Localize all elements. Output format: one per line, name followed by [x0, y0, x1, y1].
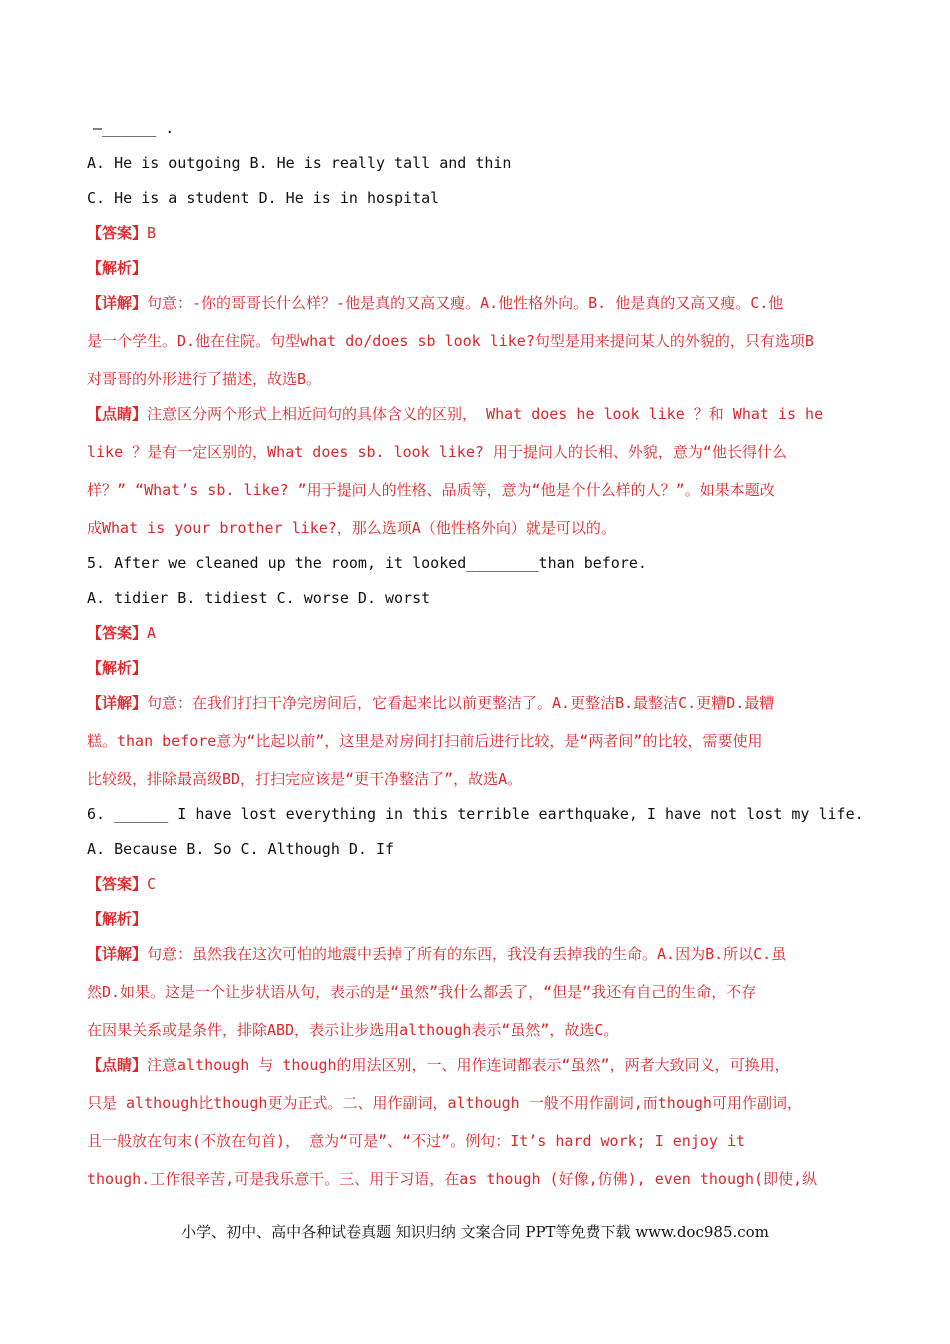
q5-analysis-heading: [87, 658, 877, 678]
q4-tip-line-4: 成What is your brother like?，那么选项A（他性格外向）就是可以的。: [87, 519, 616, 537]
q4-detail-line-2: 是一个学生。D.他在住院。句型what do/does sb look like?句型是用来提问某人的外貌的，只有选项B: [87, 332, 814, 350]
q4-analysis-heading: [87, 258, 877, 278]
q5-detail-line-3: 比较级，排除最高级BD，打扫完应该是“更干净整洁了”，故选A。: [87, 770, 523, 788]
detail-tag: 【详解】: [87, 694, 148, 712]
q4-options-ab: A. He is outgoing B. He is really tall and thin: [87, 154, 512, 172]
q6-answer: [87, 874, 877, 894]
q6-tip-line-1: [87, 1055, 877, 1075]
q4-tip-line-1: [87, 404, 877, 424]
answer-tag: 【答案】: [87, 224, 148, 242]
q5-detail-line-1: [87, 693, 877, 713]
q6-options: A. Because B. So C. Although D. If: [87, 840, 395, 858]
tip-tag: 【点睛】: [87, 405, 148, 423]
q6-analysis-heading: [87, 909, 877, 929]
q4-answer: [87, 223, 877, 243]
tip-text: 注意区分两个形式上相近问句的具体含义的区别， What does he look like ？和 What is he: [147, 405, 824, 423]
q5-detail-line-2: 糕。than before意为“比起以前”，这里是对房间打扫前后进行比较，是“两者间”的比较，需要使用: [87, 732, 763, 750]
detail-text: 句意：在我们打扫干净完房间后，它看起来比以前更整洁了。A.更整洁B.最整洁C.更糟D.最糟: [147, 694, 775, 712]
q5-answer: [87, 623, 877, 643]
q4-blank-line: —______ .: [93, 119, 175, 137]
q5-question: 5. After we cleaned up the room, it looked________than before.: [87, 554, 647, 572]
detail-text: 句意：-你的哥哥长什么样？-他是真的又高又瘦。A.他性格外向。B. 他是真的又高又瘦。C.他: [147, 294, 784, 312]
q6-question: 6. ______ I have lost everything in this terrible earthquake, I have not lost my life.: [87, 805, 864, 823]
answer-value: C: [147, 875, 157, 893]
page-footer: 小学、初中、高中各种试卷真题 知识归纳 文案合同 PPT等免费下载 www.doc985.com: [181, 1223, 769, 1241]
q6-tip-line-4: though.工作很辛苦,可是我乐意干。三、用于习语，在as though (好像,仿佛), even though(即使,纵: [87, 1170, 818, 1188]
detail-tag: 【详解】: [87, 945, 148, 963]
analysis-tag: 【解析】: [87, 910, 148, 928]
answer-value: A: [147, 624, 157, 642]
detail-tag: 【详解】: [87, 294, 148, 312]
q6-detail-line-2: 然D.如果。这是一个让步状语从句，表示的是“虽然”我什么都丢了，“但是”我还有自己的生命，不存: [87, 983, 757, 1001]
analysis-tag: 【解析】: [87, 659, 148, 677]
q4-detail-line-1: [87, 293, 877, 313]
q6-detail-line-3: 在因果关系或是条件，排除ABD，表示让步选用although表示“虽然”，故选C。: [87, 1021, 619, 1039]
tip-text: 注意although 与 though的用法区别，一、用作连词都表示“虽然”，两者大致同义，可换用，: [147, 1056, 790, 1074]
answer-value: B: [147, 224, 157, 242]
detail-text: 句意：虽然我在这次可怕的地震中丢掉了所有的东西，我没有丢掉我的生命。A.因为B.所以C.虽: [147, 945, 787, 963]
answer-tag: 【答案】: [87, 624, 148, 642]
q6-tip-line-3: 且一般放在句末(不放在句首)， 意为“可是”、“不过”。例句：It’s hard work; I enjoy it: [87, 1132, 746, 1150]
tip-tag: 【点睛】: [87, 1056, 148, 1074]
q6-tip-line-2: 只是 although比though更为正式。二、用作副词，although 一般不用作副词,而though可用作副词，: [87, 1094, 802, 1112]
q4-tip-line-2: like ？是有一定区别的，What does sb. look like? 用于提问人的长相、外貌，意为“他长得什么: [87, 443, 787, 461]
q6-detail-line-1: [87, 944, 877, 964]
q5-options: A. tidier B. tidiest C. worse D. worst: [87, 589, 431, 607]
q4-options-cd: C. He is a student D. He is in hospital: [87, 189, 440, 207]
answer-tag: 【答案】: [87, 875, 148, 893]
analysis-tag: 【解析】: [87, 259, 148, 277]
q4-tip-line-3: 样？” “What’s sb. like? ”用于提问人的性格、品质等，意为“他是个什么样的人？”。如果本题改: [87, 481, 775, 499]
q4-detail-line-3: 对哥哥的外形进行了描述，故选B。: [87, 370, 322, 388]
